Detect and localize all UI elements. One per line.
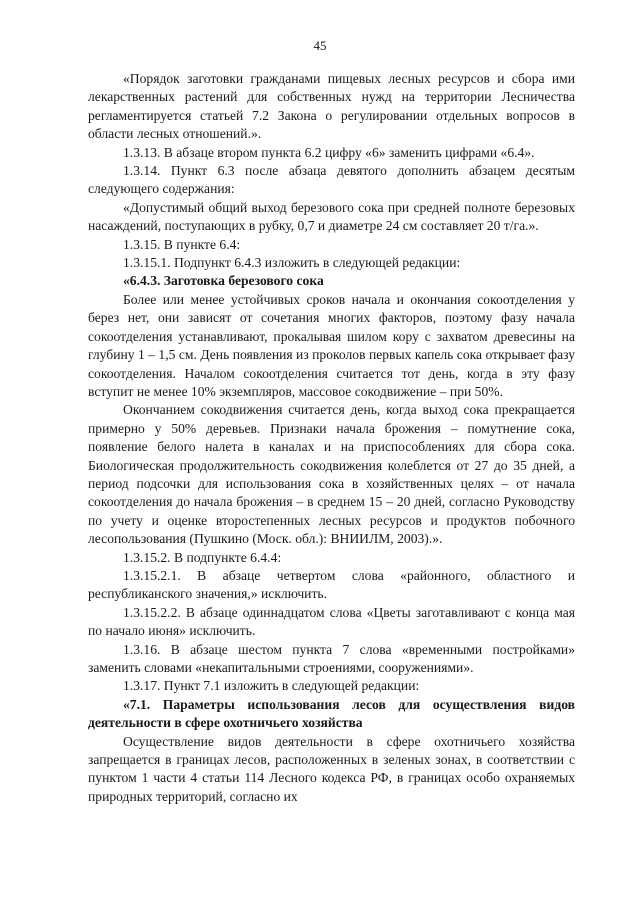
paragraph: «Допустимый общий выход березового сока при средней полноте березовых насаждений, поступающих в рубку, 0,7 и диаметре 24 см составляет 20 т/га.».: [88, 199, 575, 234]
document-body: [88, 70, 575, 806]
paragraph: Более или менее устойчивых сроков начала и окончания сокоотделения у берез нет, они зависят от сочетания многих факторов, поэтому фазу начала сокоотделения устанавливают, прокалывая шилом кору с захватом древесины на глубину 1 – 1,5 см. День появления из проколов первых капель сока открывает фазу сокоотделения. Началом сокоотделения считается тот день, когда в эту фазу вступит не менее 10% экземпляров, массовое сокодвижение – при 50%.: [88, 291, 575, 399]
section-heading: «6.4.3. Заготовка березового сока: [123, 273, 324, 289]
paragraph: 1.3.15.2.1. В абзаце четвертом слова «районного, областного и республиканского значения,» исключить.: [88, 567, 575, 602]
paragraph: 1.3.15.2. В подпункте 6.4.4:: [123, 549, 282, 565]
paragraph: «Порядок заготовки гражданами пищевых лесных ресурсов и сбора ими лекарственных растений для собственных нужд на территории Лесничества регламентируется статьей 7.2 Закона о регулировании отдельных вопросов в области лесных отношений.».: [88, 71, 575, 142]
page-number: 45: [313, 38, 327, 53]
paragraph: 1.3.13. В абзаце втором пункта 6.2 цифру «6» заменить цифрами «6.4».: [123, 144, 535, 160]
paragraph: 1.3.15.2.2. В абзаце одиннадцатом слова «Цветы заготавливают с конца мая по начало июня» исключить.: [88, 604, 575, 639]
paragraph: 1.3.15.1. Подпункт 6.4.3 изложить в следующей редакции:: [123, 255, 461, 271]
paragraph: 1.3.17. Пункт 7.1 изложить в следующей редакции:: [123, 678, 420, 694]
paragraph: 1.3.14. Пункт 6.3 после абзаца девятого дополнить абзацем десятым следующего содержания:: [88, 163, 575, 197]
paragraph: Осуществление видов деятельности в сфере охотничьего хозяйства запрещается в границах лесов, расположенных в зеленых зонах, в соответствии с пунктом 1 части 4 статьи 114 Лесного кодекса РФ, в границах особо охраняемых природных территорий, согласно их: [88, 733, 575, 804]
paragraph: 1.3.15. В пункте 6.4:: [123, 236, 241, 252]
paragraph: Окончанием сокодвижения считается день, когда выход сока прекращается примерно у 50% деревьев. Признаки начала брожения – помутнение сока, появление белого налета в каналах и на приспособлениях для сбора сока. Биологическая продолжительность сокодвижения колеблется от 27 до 35 дней, а период подсочки для использования сока в хозяйственных целях – от начала сокоотделения до начала брожения – в среднем 15 – 20 дней, согласно Руководству по учету и оценке второстепенных лесных ресурсов и продуктов побочного лесопользования (Пушкино (Моск. обл.): ВНИИЛМ, 2003).».: [88, 402, 575, 547]
paragraph: 1.3.16. В абзаце шестом пункта 7 слова «временными постройками» заменить словами «некапитальными строениями, сооружениями».: [88, 641, 575, 675]
section-heading: «7.1. Параметры использования лесов для осуществления видов деятельности в сфере охотничьего хозяйства: [88, 696, 575, 731]
